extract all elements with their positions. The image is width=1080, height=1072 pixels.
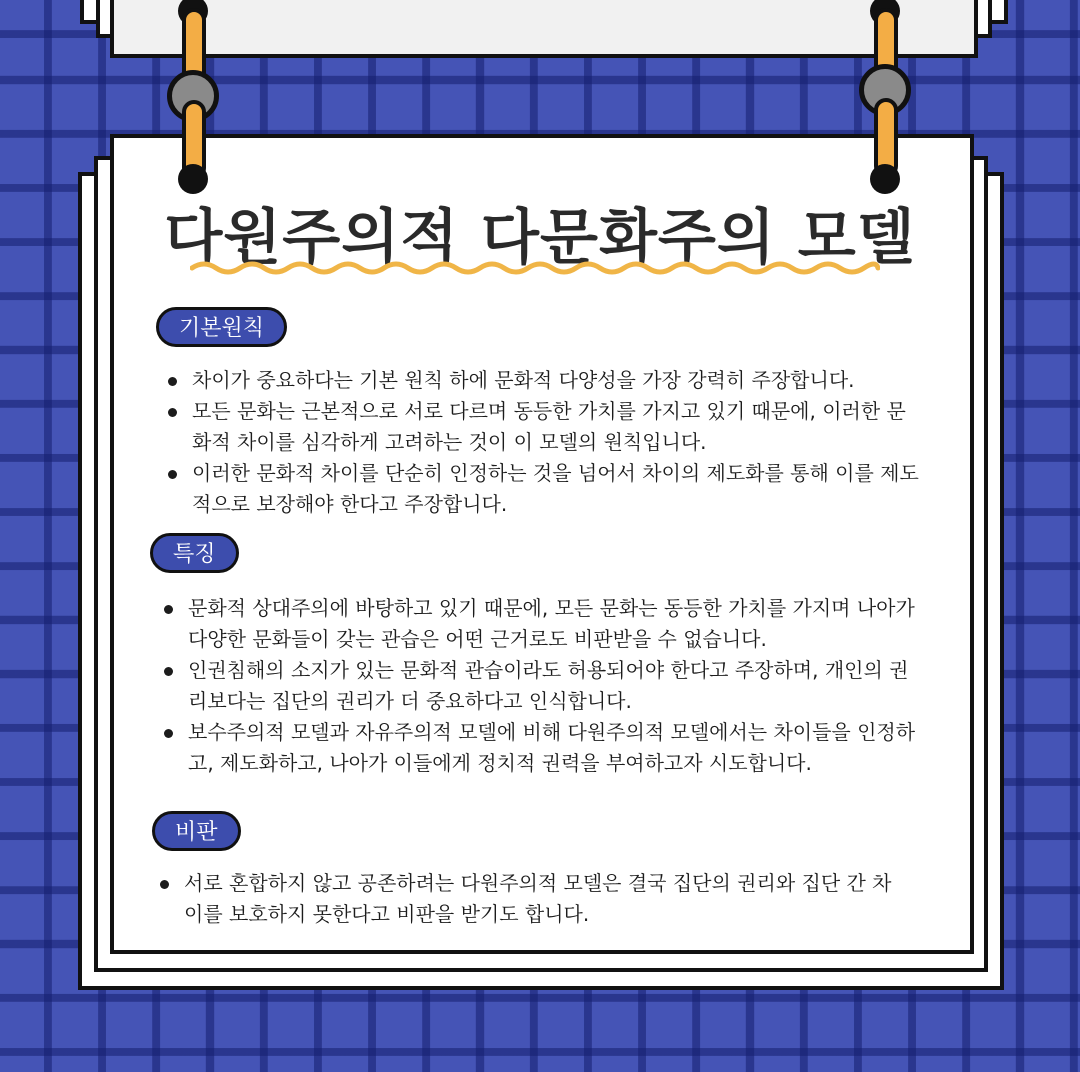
list-item: 문화적 상대주의에 바탕하고 있기 때문에, 모든 문화는 동등한 가치를 가지며 나아가 다양한 문화들이 갖는 관습은 어떤 근거로도 비판받을 수 없습니다. xyxy=(160,593,922,655)
criticism-list xyxy=(156,868,896,930)
list-item: 인권침해의 소지가 있는 문화적 관습이라도 허용되어야 한다고 주장하며, 개인의 권리보다는 집단의 권리가 더 중요하다고 인식합니다. xyxy=(160,655,922,717)
list-item: 모든 문화는 근본적으로 서로 다르며 동등한 가치를 가지고 있기 때문에, 이러한 문화적 차이를 심각하게 고려하는 것이 이 모델의 원칙입니다. xyxy=(164,396,924,458)
features-list xyxy=(160,593,922,779)
wavy-underline-icon xyxy=(190,258,880,278)
section-label-features: 특징 xyxy=(150,533,239,573)
top-board-front xyxy=(110,0,978,58)
page-title: 다원주의적 다문화주의 모델 xyxy=(164,203,916,273)
list-item: 보수주의적 모델과 자유주의적 모델에 비해 다원주의적 모델에서는 차이들을 인정하고, 제도화하고, 나아가 이들에게 정치적 권력을 부여하고자 시도합니다. xyxy=(160,717,922,779)
list-item: 이러한 문화적 차이를 단순히 인정하는 것을 넘어서 차이의 제도화를 통해 이를 제도적으로 보장해야 한다고 주장합니다. xyxy=(164,458,924,520)
section-label-criticism: 비판 xyxy=(152,811,241,851)
list-item: 서로 혼합하지 않고 공존하려는 다원주의적 모델은 결국 집단의 권리와 집단 간 차이를 보호하지 못한다고 비판을 받기도 합니다. xyxy=(156,868,896,930)
section-label-principles: 기본원칙 xyxy=(156,307,287,347)
list-item: 차이가 중요하다는 기본 원칙 하에 문화적 다양성을 가장 강력히 주장합니다. xyxy=(164,365,924,396)
principles-list xyxy=(164,365,924,520)
